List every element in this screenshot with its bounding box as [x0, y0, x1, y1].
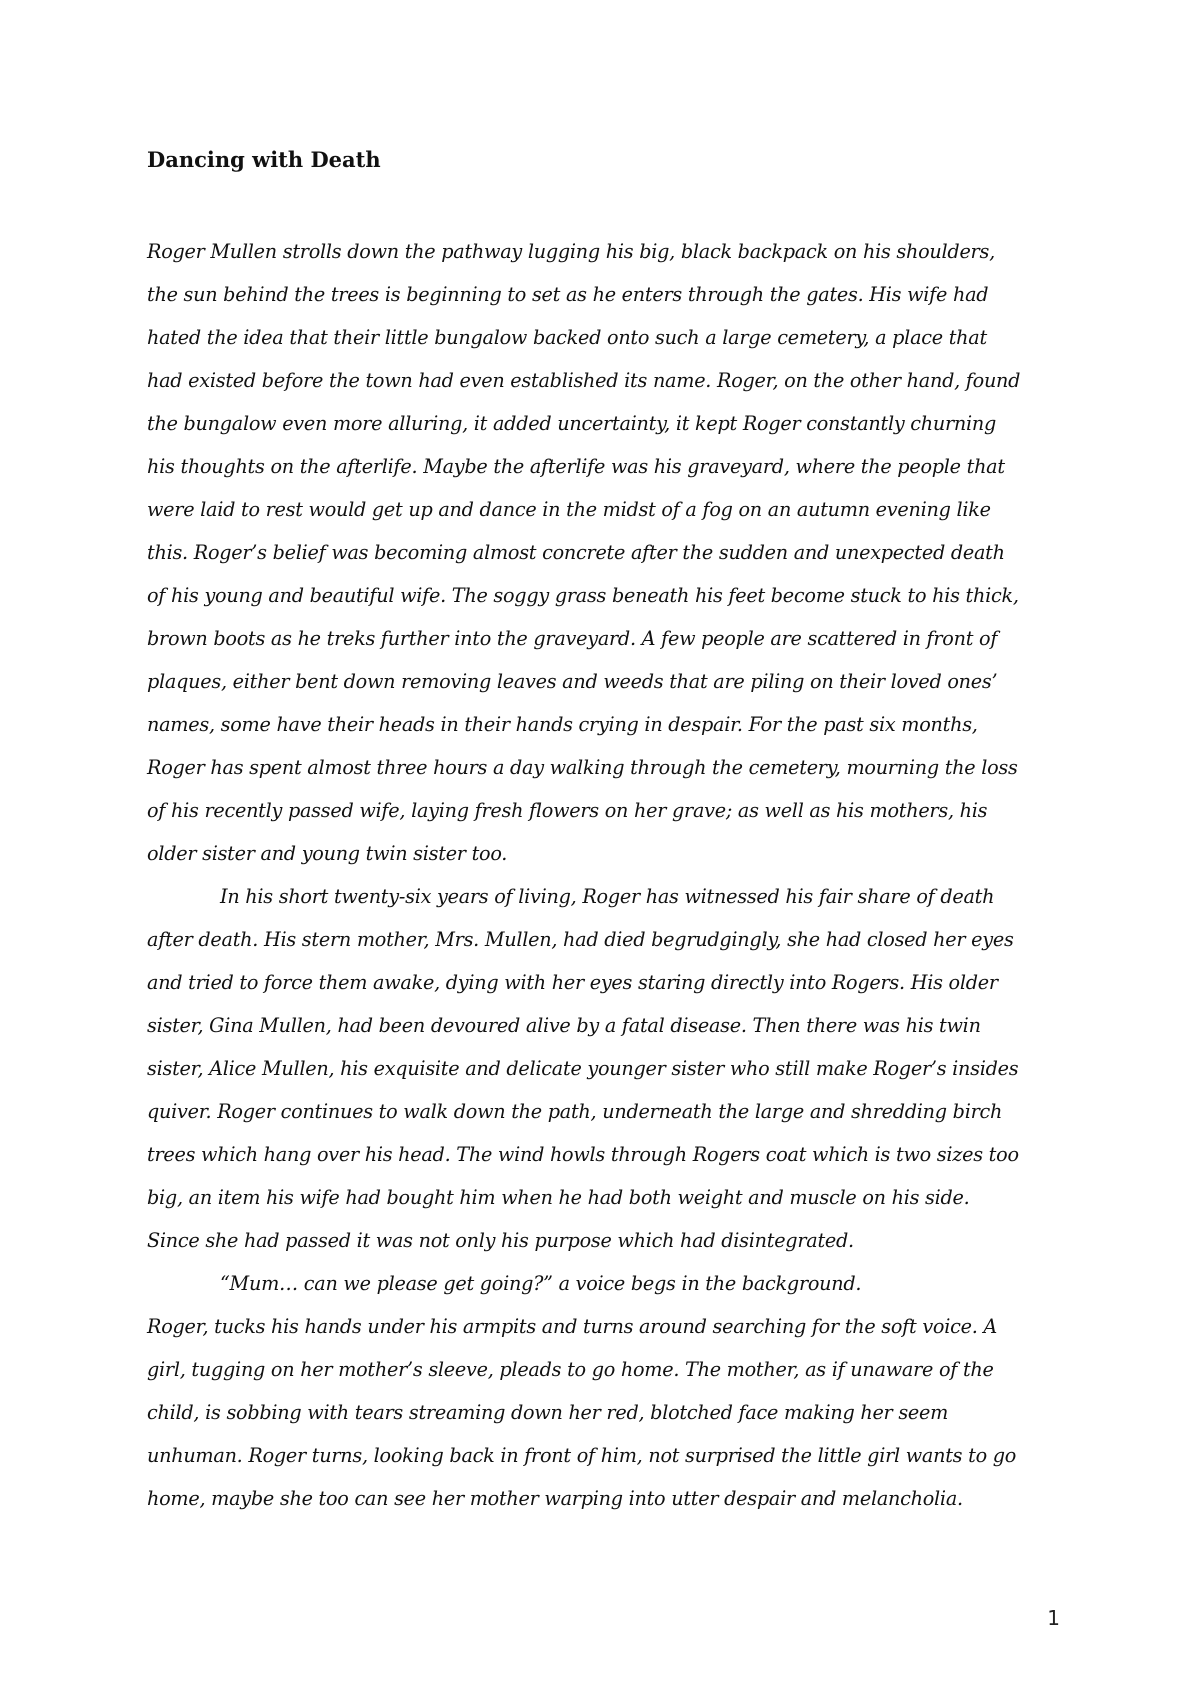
text-line: “Mum… can we please get going?” a voice begs in the background.	[220, 1272, 862, 1295]
document-title: Dancing with Death	[147, 147, 381, 172]
text-line: quiver. Roger continues to walk down the path, underneath the large and shredding birch	[147, 1100, 1003, 1123]
text-line: of his young and beautiful wife. The soggy grass beneath his feet become stuck to his thick,	[147, 584, 1019, 607]
text-line: the sun behind the trees is beginning to set as he enters through the gates. His wife had	[147, 283, 989, 306]
body-text	[147, 230, 1087, 1520]
text-line: of his recently passed wife, laying fresh flowers on her grave; as well as his mothers, his	[147, 799, 988, 822]
text-line: plaques, either bent down removing leaves and weeds that are piling on their loved ones’	[147, 670, 998, 693]
text-line: sister, Gina Mullen, had been devoured alive by a fatal disease. Then there was his twin	[147, 1014, 981, 1037]
text-line: girl, tugging on her mother’s sleeve, pleads to go home. The mother, as if unaware of the	[147, 1358, 994, 1381]
text-line: after death. His stern mother, Mrs. Mullen, had died begrudgingly, she had closed her eyes	[147, 928, 1014, 951]
text-line: the bungalow even more alluring, it added uncertainty, it kept Roger constantly churning	[147, 412, 997, 435]
text-line: and tried to force them awake, dying with her eyes staring directly into Rogers. His older	[147, 971, 998, 994]
text-line: In his short twenty-six years of living, Roger has witnessed his fair share of death	[220, 885, 995, 908]
text-line: names, some have their heads in their hands crying in despair. For the past six months,	[147, 713, 978, 736]
text-line: this. Roger’s belief was becoming almost concrete after the sudden and unexpected death	[147, 541, 1005, 564]
text-line: had existed before the town had even established its name. Roger, on the other hand, found	[147, 369, 1021, 392]
text-line: hated the idea that their little bungalow backed onto such a large cemetery, a place that	[147, 326, 987, 349]
text-line: trees which hang over his head. The wind howls through Rogers coat which is two sizes too	[147, 1143, 1019, 1166]
text-line: his thoughts on the afterlife. Maybe the afterlife was his graveyard, where the people that	[147, 455, 1005, 478]
text-line: child, is sobbing with tears streaming down her red, blotched face making her seem	[147, 1401, 949, 1424]
text-line: brown boots as he treks further into the graveyard. A few people are scattered in front of	[147, 627, 998, 650]
text-line: Since she had passed it was not only his purpose which had disintegrated.	[147, 1229, 854, 1252]
text-line: big, an item his wife had bought him when he had both weight and muscle on his side.	[147, 1186, 970, 1209]
text-line: Roger Mullen strolls down the pathway lugging his big, black backpack on his shoulders,	[147, 240, 995, 263]
text-line: Roger, tucks his hands under his armpits and turns around searching for the soft voice. A	[147, 1315, 998, 1338]
text-line: sister, Alice Mullen, his exquisite and delicate younger sister who still make Roger’s insides	[147, 1057, 1019, 1080]
text-line: Roger has spent almost three hours a day walking through the cemetery, mourning the loss	[147, 756, 1018, 779]
text-line: unhuman. Roger turns, looking back in front of him, not surprised the little girl wants to go	[147, 1444, 1017, 1467]
text-line: home, maybe she too can see her mother warping into utter despair and melancholia.	[147, 1487, 963, 1510]
text-line: older sister and young twin sister too.	[147, 842, 508, 865]
page-number: 1	[1047, 1606, 1060, 1630]
text-line: were laid to rest would get up and dance in the midst of a fog on an autumn evening like	[147, 498, 991, 521]
